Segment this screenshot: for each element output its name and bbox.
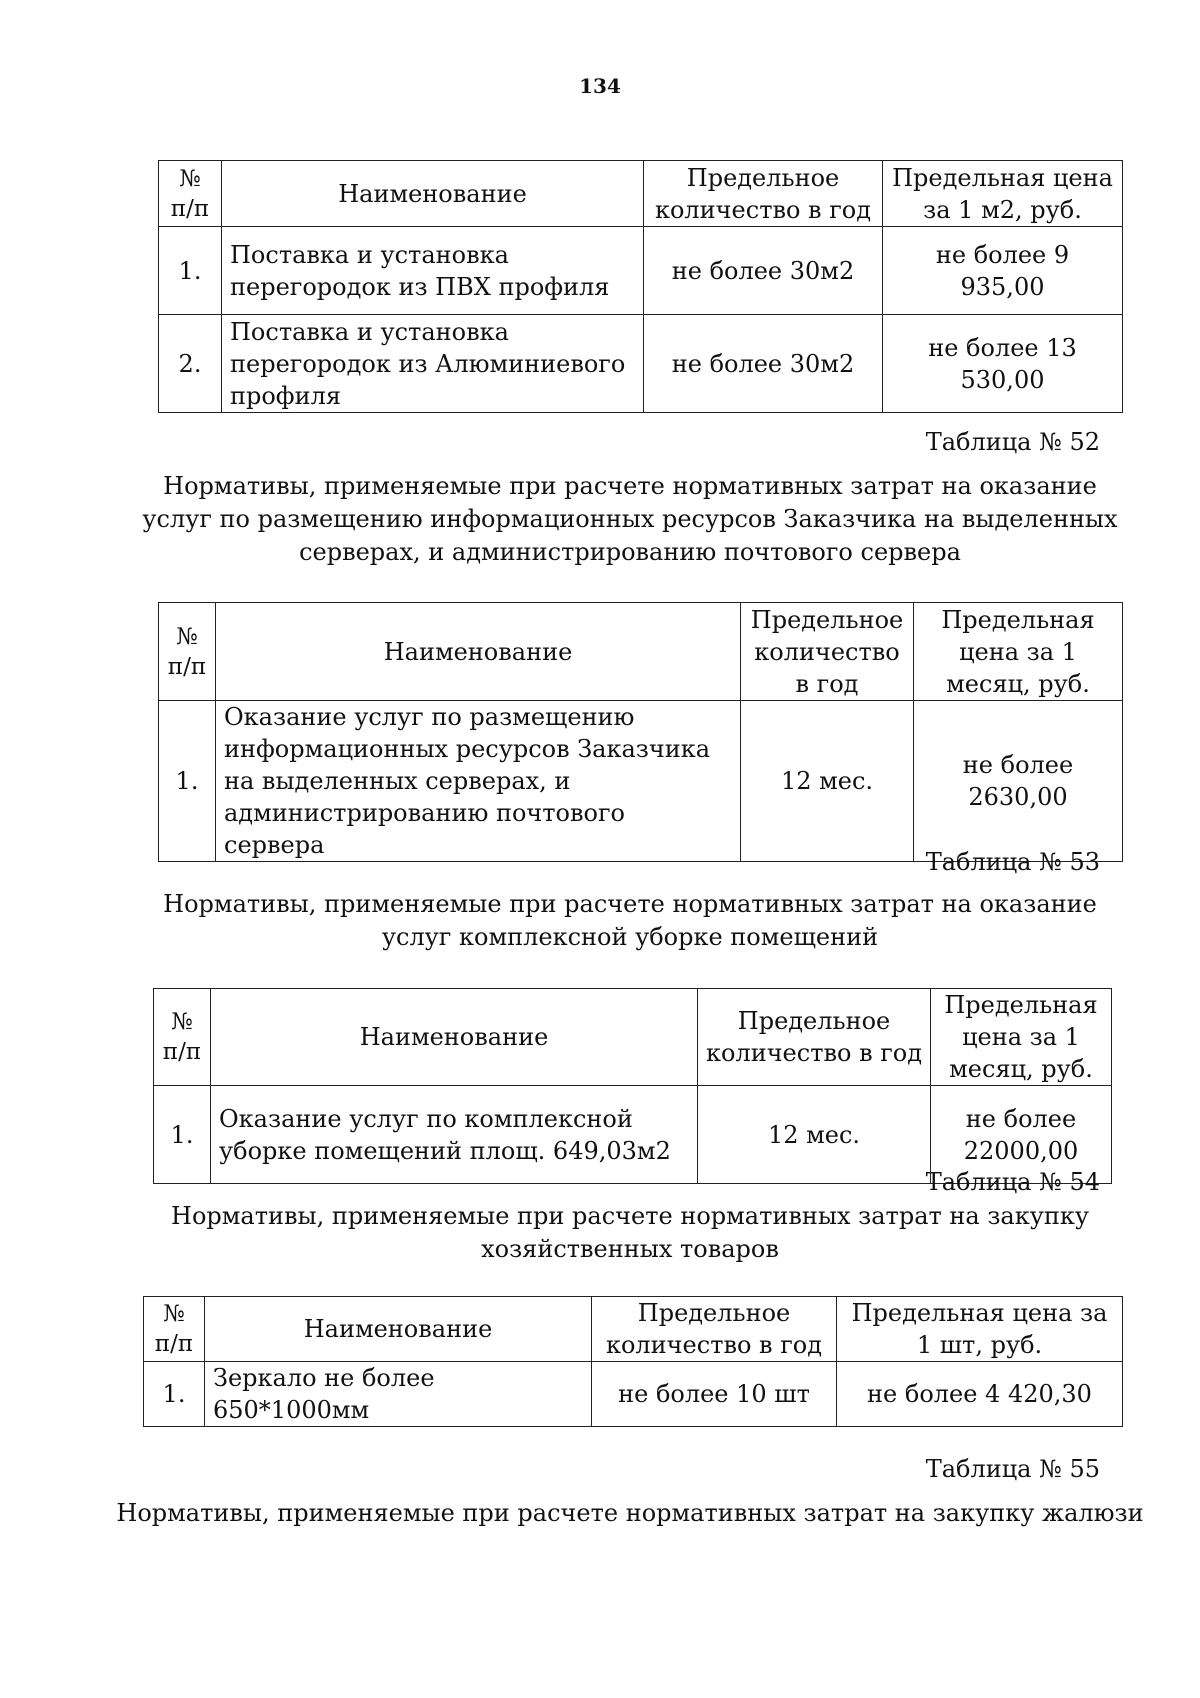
row-num: 1. bbox=[159, 227, 222, 315]
header-qty: Предельное количество в год bbox=[644, 161, 883, 227]
table-row bbox=[159, 227, 1123, 315]
header-name: Наименование bbox=[205, 1297, 592, 1362]
header-price: Предельная цена за 1 шт, руб. bbox=[837, 1297, 1123, 1362]
page-number: 134 bbox=[579, 74, 621, 98]
header-price: Предельная цена за 1 месяц, руб. bbox=[914, 603, 1123, 701]
header-num: № п/п bbox=[154, 989, 211, 1086]
header-qty: Предельное количество в год bbox=[592, 1297, 837, 1362]
table-label: Таблица № 55 bbox=[925, 1455, 1100, 1483]
table-title: Нормативы, применяемые при расчете нормативных затрат на закупку жалюзи bbox=[116, 1499, 1144, 1527]
header-name: Наименование bbox=[216, 603, 741, 701]
row-name: Зеркало не более 650*1000мм bbox=[205, 1362, 592, 1427]
header-price: Предельная цена за 1 месяц, руб. bbox=[931, 989, 1112, 1086]
row-qty: 12 мес. bbox=[741, 701, 914, 862]
row-name: Оказание услуг по размещению информационных ресурсов Заказчика на выделенных серверах, и администрированию почтового сервера bbox=[216, 701, 741, 862]
table-row bbox=[144, 1362, 1123, 1427]
table-52 bbox=[158, 602, 1123, 862]
header-qty: Предельное количество в год bbox=[741, 603, 914, 701]
table-label: Таблица № 52 bbox=[925, 428, 1100, 456]
table-title: Нормативы, применяемые при расчете нормативных затрат на оказание услуг по размещению информационных ресурсов Заказчика на выделенных серверах, и администрированию почтового сервера bbox=[142, 472, 1118, 566]
row-qty: 12 мес. bbox=[698, 1086, 931, 1184]
table-row bbox=[159, 701, 1123, 862]
header-name: Наименование bbox=[211, 989, 698, 1086]
table-51 bbox=[158, 160, 1123, 413]
table-label: Таблица № 54 bbox=[925, 1168, 1100, 1196]
table-53 bbox=[153, 988, 1112, 1184]
row-price: не более 9 935,00 bbox=[883, 227, 1123, 315]
row-qty: не более 10 шт bbox=[592, 1362, 837, 1427]
table-54 bbox=[143, 1296, 1123, 1427]
header-qty: Предельное количество в год bbox=[698, 989, 931, 1086]
header-num: № п/п bbox=[144, 1297, 205, 1362]
header-price: Предельная цена за 1 м2, руб. bbox=[883, 161, 1123, 227]
table-title: Нормативы, применяемые при расчете нормативных затрат на закупку хозяйственных товаров bbox=[171, 1202, 1089, 1263]
row-name: Поставка и установка перегородок из ПВХ профиля bbox=[222, 227, 644, 315]
table-label: Таблица № 53 bbox=[925, 848, 1100, 876]
table-title: Нормативы, применяемые при расчете нормативных затрат на оказание услуг комплексной уборке помещений bbox=[163, 890, 1097, 951]
row-price: не более 13 530,00 bbox=[883, 315, 1123, 413]
row-price: не более 4 420,30 bbox=[837, 1362, 1123, 1427]
row-name: Поставка и установка перегородок из Алюминиевого профиля bbox=[222, 315, 644, 413]
row-qty: не более 30м2 bbox=[644, 227, 883, 315]
row-price: не более 22000,00 bbox=[931, 1086, 1112, 1184]
row-num: 2. bbox=[159, 315, 222, 413]
row-qty: не более 30м2 bbox=[644, 315, 883, 413]
row-num: 1. bbox=[154, 1086, 211, 1184]
table-row bbox=[159, 315, 1123, 413]
header-name: Наименование bbox=[222, 161, 644, 227]
row-num: 1. bbox=[144, 1362, 205, 1427]
row-num: 1. bbox=[159, 701, 216, 862]
header-num: № п/п bbox=[159, 603, 216, 701]
row-price: не более 2630,00 bbox=[914, 701, 1123, 862]
header-num: № п/п bbox=[159, 161, 222, 227]
row-name: Оказание услуг по комплексной уборке помещений площ. 649,03м2 bbox=[211, 1086, 698, 1184]
